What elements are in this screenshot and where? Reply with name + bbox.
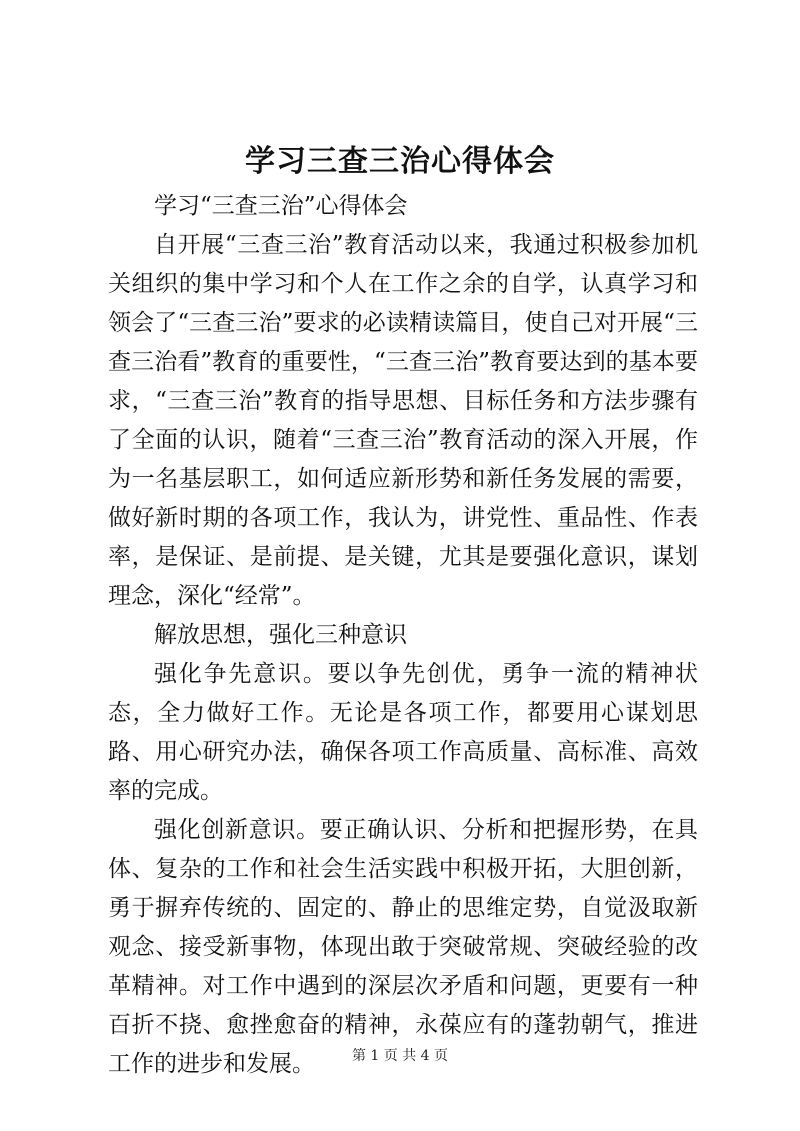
- paragraph-competition-awareness: 强化争先意识。要以争先创优，勇争一流的精神状态，全力做好工作。无论是各项工作，都要用心谋划思路、用心研究办法，确保各项工作高质量、高标准、高效率的完成。: [108, 661, 698, 804]
- paragraph-innovation-awareness: 强化创新意识。要正确认识、分析和把握形势，在具体、复杂的工作和社会生活实践中积极开拓，大胆创新，勇于摒弃传统的、固定的、静止的思维定势，自觉汲取新观念、接受新事物，体现出敢于突破常规、突破经验的改革精神。对工作中遇到的深层次矛盾和问题，更要有一种百折不挠、愈挫愈奋的精神，永葆应有的蓬勃朝气，推进工作的进步和发展。: [108, 817, 698, 1077]
- section-heading: 解放思想，强化三种意识: [154, 622, 407, 648]
- page-footer: 第 1 页 共 4 页: [351, 1048, 449, 1064]
- subtitle-paragraph: 学习“三查三治”心得体会: [154, 193, 408, 219]
- page-title: 学习三查三治心得体会: [245, 144, 555, 179]
- document-body: [108, 187, 698, 1084]
- intro-paragraph: 自开展“三查三治”教育活动以来，我通过积极参加机关组织的集中学习和个人在工作之余的自学，认真学习和领会了“三查三治”要求的必读精读篇目，使自己对开展“三查三治看”教育的重要性，“三查三治”教育要达到的基本要求，“三查三治”教育的指导思想、目标任务和方法步骤有了全面的认识，随着“三查三治”教育活动的深入开展，作为一名基层职工，如何适应新形势和新任务发展的需要，做好新时期的各项工作，我认为，讲党性、重品性、作表率，是保证、是前提、是关键，尤其是要强化意识，谋划理念，深化“经常”。: [108, 232, 698, 609]
